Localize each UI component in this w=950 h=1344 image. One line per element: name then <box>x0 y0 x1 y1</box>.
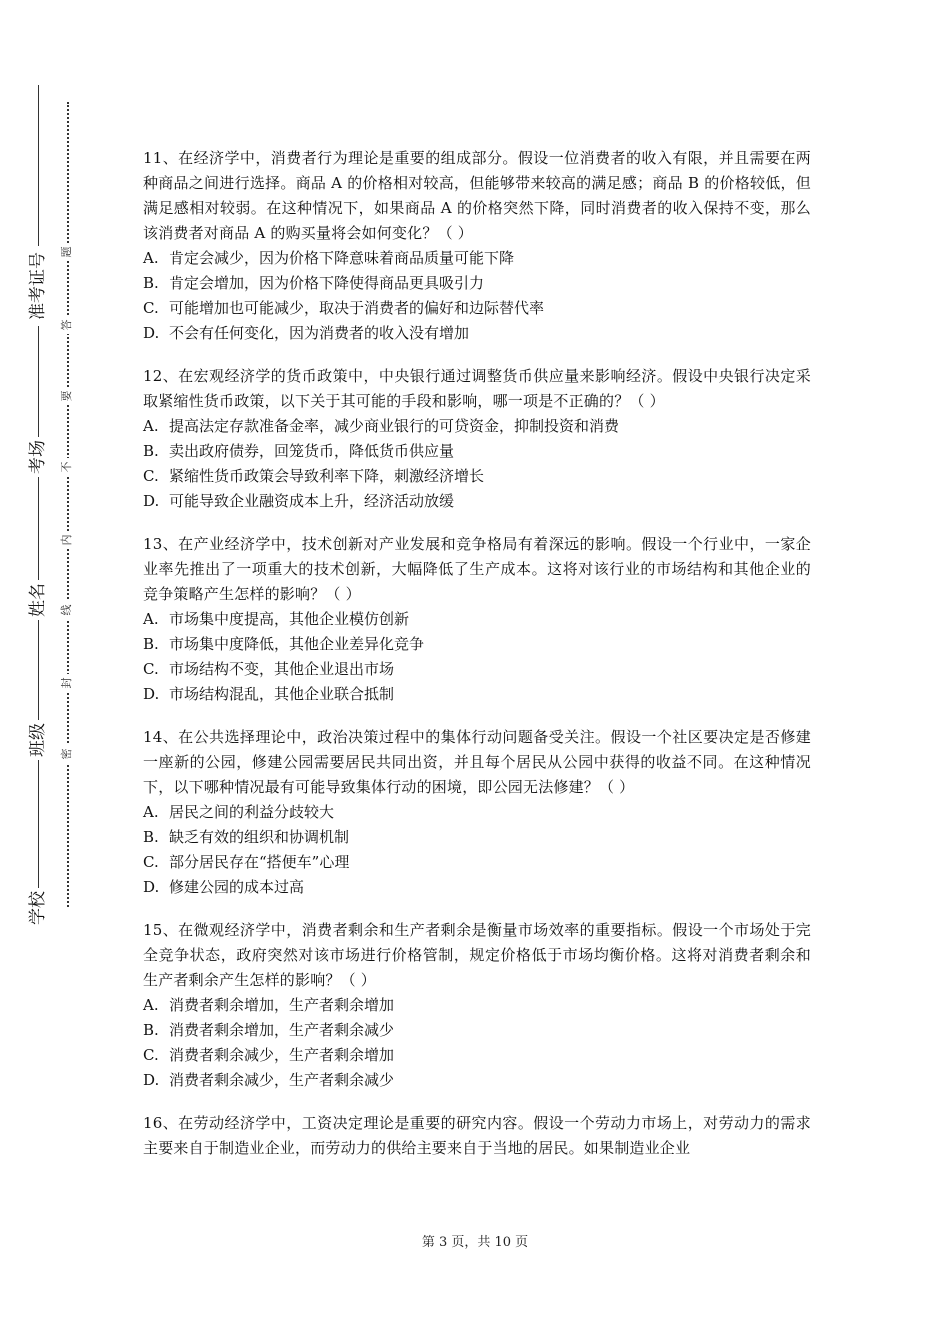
option-b[interactable]: B. 消费者剩余增加，生产者剩余减少 <box>143 1021 395 1039</box>
question-14 <box>143 725 811 900</box>
option-d[interactable]: D. 不会有任何变化，因为消费者的收入没有增加 <box>143 324 470 342</box>
option-c[interactable]: C. 市场结构不变，其他企业退出市场 <box>143 660 395 678</box>
option-a[interactable]: A. 消费者剩余增加，生产者剩余增加 <box>143 996 395 1014</box>
option-b[interactable]: B. 缺乏有效的组织和协调机制 <box>143 828 350 846</box>
seal-char: 不 <box>58 458 76 476</box>
option-a[interactable]: A. 肯定会减少，因为价格下降意味着商品质量可能下降 <box>143 249 515 267</box>
option-d[interactable]: D. 修建公园的成本过高 <box>143 878 305 896</box>
seal-char: 密 <box>58 745 76 763</box>
seal-char: 要 <box>58 387 76 405</box>
seal-char: 题 <box>58 243 76 261</box>
field-exam-number-label: 准考证号 <box>18 246 58 326</box>
option-c[interactable]: C. 紧缩性货币政策会导致利率下降，刺激经济增长 <box>143 467 485 485</box>
seal-char: 答 <box>58 316 76 334</box>
binding-margin <box>0 0 120 1344</box>
field-class-label: 班级 <box>18 720 58 760</box>
seal-char: 线 <box>58 601 76 619</box>
seal-char: 内 <box>58 531 76 549</box>
option-a[interactable]: A. 居民之间的利益分歧较大 <box>143 803 335 821</box>
option-c[interactable]: C. 可能增加也可能减少，取决于消费者的偏好和边际替代率 <box>143 299 545 317</box>
question-stem: 12、在宏观经济学的货币政策中，中央银行通过调整货币供应量来影响经济。假设中央银行决定采取紧缩性货币政策，以下关于其可能的手段和影响，哪一项是不正确的？（ ） <box>143 367 811 410</box>
field-name-label: 姓名 <box>18 580 58 620</box>
option-a[interactable]: A. 市场集中度提高，其他企业模仿创新 <box>143 610 410 628</box>
seal-dotted-line <box>67 102 69 907</box>
option-a[interactable]: A. 提高法定存款准备金率，减少商业银行的可贷资金，抑制投资和消费 <box>143 417 620 435</box>
page-footer: 第 3 页，共 10 页 <box>421 1235 529 1250</box>
question-stem: 14、在公共选择理论中，政治决策过程中的集体行动问题备受关注。假设一个社区要决定是否修建一座新的公园，修建公园需要居民共同出资，并且每个居民从公园中获得的收益不同。在这种情况下，以下哪种情况最有可能导致集体行动的困境，即公园无法修建？（ ） <box>143 728 811 796</box>
option-c[interactable]: C. 消费者剩余减少，生产者剩余增加 <box>143 1046 395 1064</box>
question-12 <box>143 364 811 514</box>
question-11 <box>143 146 811 346</box>
question-13 <box>143 532 811 707</box>
question-16 <box>143 1111 811 1161</box>
question-stem: 15、在微观经济学中，消费者剩余和生产者剩余是衡量市场效率的重要指标。假设一个市场处于完全竞争状态，政府突然对该市场进行价格管制，规定价格低于市场均衡价格。这将对消费者剩余和生产者剩余产生怎样的影响？（ ） <box>143 921 811 989</box>
option-b[interactable]: B. 卖出政府债券，回笼货币，降低货币供应量 <box>143 442 455 460</box>
option-c[interactable]: C. 部分居民存在“搭便车”心理 <box>143 853 350 871</box>
question-stem: 11、在经济学中，消费者行为理论是重要的组成部分。假设一位消费者的收入有限，并且需要在两种商品之间进行选择。商品 A 的价格相对较高，但能够带来较高的满足感；商品 B 的价格较低，但满足感相对较弱。在这种情况下，如果商品 A 的价格突然下降，同时消费者的收入保持不变，那么该消费者对商品 A 的购买量将会如何变化？（ ） <box>143 149 811 242</box>
field-school-label: 学校 <box>18 888 58 928</box>
binding-solid-line <box>38 85 39 925</box>
seal-char: 封 <box>58 674 76 692</box>
question-stem: 16、在劳动经济学中，工资决定理论是重要的研究内容。假设一个劳动力市场上，对劳动力的需求主要来自于制造业企业，而劳动力的供给主要来自于当地的居民。如果制造业企业 <box>143 1114 811 1157</box>
question-15 <box>143 918 811 1093</box>
option-d[interactable]: D. 可能导致企业融资成本上升，经济活动放缓 <box>143 492 455 510</box>
option-d[interactable]: D. 市场结构混乱，其他企业联合抵制 <box>143 685 395 703</box>
field-exam-room-label: 考场 <box>18 437 58 477</box>
question-stem: 13、在产业经济学中，技术创新对产业发展和竞争格局有着深远的影响。假设一个行业中，一家企业率先推出了一项重大的技术创新，大幅降低了生产成本。这将对该行业的市场结构和其他企业的竞争策略产生怎样的影响？（ ） <box>143 535 811 603</box>
option-b[interactable]: B. 市场集中度降低，其他企业差异化竞争 <box>143 635 425 653</box>
option-d[interactable]: D. 消费者剩余减少，生产者剩余减少 <box>143 1071 395 1089</box>
option-b[interactable]: B. 肯定会增加，因为价格下降使得商品更具吸引力 <box>143 274 485 292</box>
question-list <box>143 146 811 1179</box>
